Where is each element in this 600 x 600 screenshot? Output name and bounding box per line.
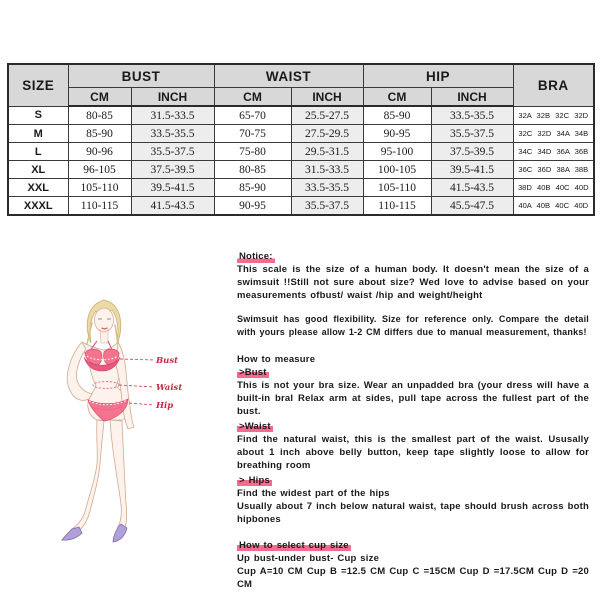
how-to-measure-heading: How to measure	[237, 354, 316, 365]
bust-cm-cell: 96-105	[68, 161, 131, 179]
col-header-bust-cm: CM	[68, 88, 131, 107]
hip-cm-cell: 105-110	[363, 179, 431, 197]
shoes-sketch	[62, 524, 127, 542]
size-chart-table	[7, 63, 595, 216]
notice-heading: Notice:	[239, 251, 273, 262]
size-cell: M	[8, 125, 68, 143]
hip-inch-cell: 33.5-35.5	[431, 106, 513, 125]
size-cell: XXXL	[8, 197, 68, 216]
table-header-row-units	[8, 88, 594, 107]
bust-inch-cell: 41.5-43.5	[131, 197, 214, 216]
bust-inch-cell: 39.5-41.5	[131, 179, 214, 197]
waist-cm-cell: 75-80	[214, 143, 291, 161]
waist-inch-cell: 25.5-27.5	[291, 106, 363, 125]
hip-cm-cell: 95-100	[363, 143, 431, 161]
bra-cell: 34C 34D 36A 36B	[513, 143, 594, 161]
table-row-s	[8, 106, 594, 125]
col-header-bust: BUST	[68, 64, 214, 88]
bust-section-heading: >Bust	[239, 367, 267, 378]
waist-inch-cell: 33.5-35.5	[291, 179, 363, 197]
table-header-row-groups	[8, 64, 594, 88]
waist-inch-cell: 29.5-31.5	[291, 143, 363, 161]
table-row-m	[8, 125, 594, 143]
waist-instructions: Find the natural waist, this is the smallest part of the waist. Ususally about 1 inch above belly button, keep tape slightly loose to allow for breathing room	[237, 434, 589, 471]
hips-instructions-line1: Find the widest part of the hips	[237, 488, 390, 499]
hip-inch-cell: 35.5-37.5	[431, 125, 513, 143]
hip-inch-cell: 41.5-43.5	[431, 179, 513, 197]
hip-inch-cell: 45.5-47.5	[431, 197, 513, 216]
size-cell: L	[8, 143, 68, 161]
hip-cm-cell: 90-95	[363, 125, 431, 143]
hip-inch-cell: 39.5-41.5	[431, 161, 513, 179]
waist-cm-cell: 90-95	[214, 197, 291, 216]
bust-cm-cell: 110-115	[68, 197, 131, 216]
size-cell: XL	[8, 161, 68, 179]
hips-section-heading: > Hips	[239, 475, 270, 486]
bra-cell: 32A 32B 32C 32D	[513, 106, 594, 125]
bust-cm-cell: 80-85	[68, 106, 131, 125]
legs-sketch	[72, 420, 127, 531]
info-panel	[237, 250, 589, 591]
waist-cm-cell: 85-90	[214, 179, 291, 197]
neck-sketch	[100, 330, 108, 343]
hip-figure-label: Hip	[156, 401, 174, 411]
notice-body: This scale is the size of a human body. It doesn't mean the size of a swimsuit !!Still not sure about size? Wed love to advise based on your measurements ofbust/ waist /hip and weight/height	[237, 264, 589, 301]
bra-cell: 40A 40B 40C 40D	[513, 197, 594, 216]
body-measurement-figure	[55, 293, 185, 543]
table-row-l	[8, 143, 594, 161]
bust-cm-cell: 90-96	[68, 143, 131, 161]
waist-cm-cell: 70-75	[214, 125, 291, 143]
cup-size-heading: How to select cup size	[239, 540, 349, 551]
col-header-waist-inch: INCH	[291, 88, 363, 107]
col-header-bust-inch: INCH	[131, 88, 214, 107]
cup-size-line1: Up bust-under bust- Cup size	[237, 553, 380, 564]
bra-cell: 36C 36D 38A 38B	[513, 161, 594, 179]
bra-cell: 38D 40B 40C 40D	[513, 179, 594, 197]
col-header-waist-cm: CM	[214, 88, 291, 107]
waist-cm-cell: 65-70	[214, 106, 291, 125]
table-row-xxl	[8, 179, 594, 197]
col-header-hip-inch: INCH	[431, 88, 513, 107]
hip-cm-cell: 85-90	[363, 106, 431, 125]
size-cell: XXL	[8, 179, 68, 197]
bust-instructions: This is not your bra size. Wear an unpadded bra (your dress will have a built-in bral Relax arm at sides, pull tape across the fullest part of the bust.	[237, 380, 589, 417]
flexibility-note: Swimsuit has good flexibility. Size for reference only. Compare the detail with yours please allow 1-2 CM differs due to manual measurement, thanks!	[237, 314, 589, 337]
col-header-waist: WAIST	[214, 64, 363, 88]
hip-cm-cell: 100-105	[363, 161, 431, 179]
cup-size-line2: Cup A=10 CM Cup B =12.5 CM Cup C =15CM Cup D =17.5CM Cup D =20 CM	[237, 566, 589, 590]
waist-figure-label: Waist	[156, 383, 183, 393]
hip-inch-cell: 37.5-39.5	[431, 143, 513, 161]
face-sketch	[95, 308, 114, 332]
col-header-hip: HIP	[363, 64, 513, 88]
bust-inch-cell: 31.5-33.5	[131, 106, 214, 125]
waist-section-heading: >Waist	[239, 421, 271, 432]
size-cell: S	[8, 106, 68, 125]
waist-inch-cell: 31.5-33.5	[291, 161, 363, 179]
bust-inch-cell: 33.5-35.5	[131, 125, 214, 143]
hip-cm-cell: 110-115	[363, 197, 431, 216]
bust-inch-cell: 35.5-37.5	[131, 143, 214, 161]
waist-inch-cell: 35.5-37.5	[291, 197, 363, 216]
bra-cell: 32C 32D 34A 34B	[513, 125, 594, 143]
col-header-hip-cm: CM	[363, 88, 431, 107]
table-row-xxxl	[8, 197, 594, 216]
bust-cm-cell: 85-90	[68, 125, 131, 143]
col-header-size: SIZE	[8, 64, 68, 106]
col-header-bra: BRA	[513, 64, 594, 106]
waist-cm-cell: 80-85	[214, 161, 291, 179]
table-row-xl	[8, 161, 594, 179]
bust-cm-cell: 105-110	[68, 179, 131, 197]
hips-instructions-line2: Usually about 7 inch below natural waist, tape should brush across both hipbones	[237, 501, 589, 525]
bust-inch-cell: 37.5-39.5	[131, 161, 214, 179]
bust-figure-label: Bust	[156, 356, 179, 366]
waist-inch-cell: 27.5-29.5	[291, 125, 363, 143]
